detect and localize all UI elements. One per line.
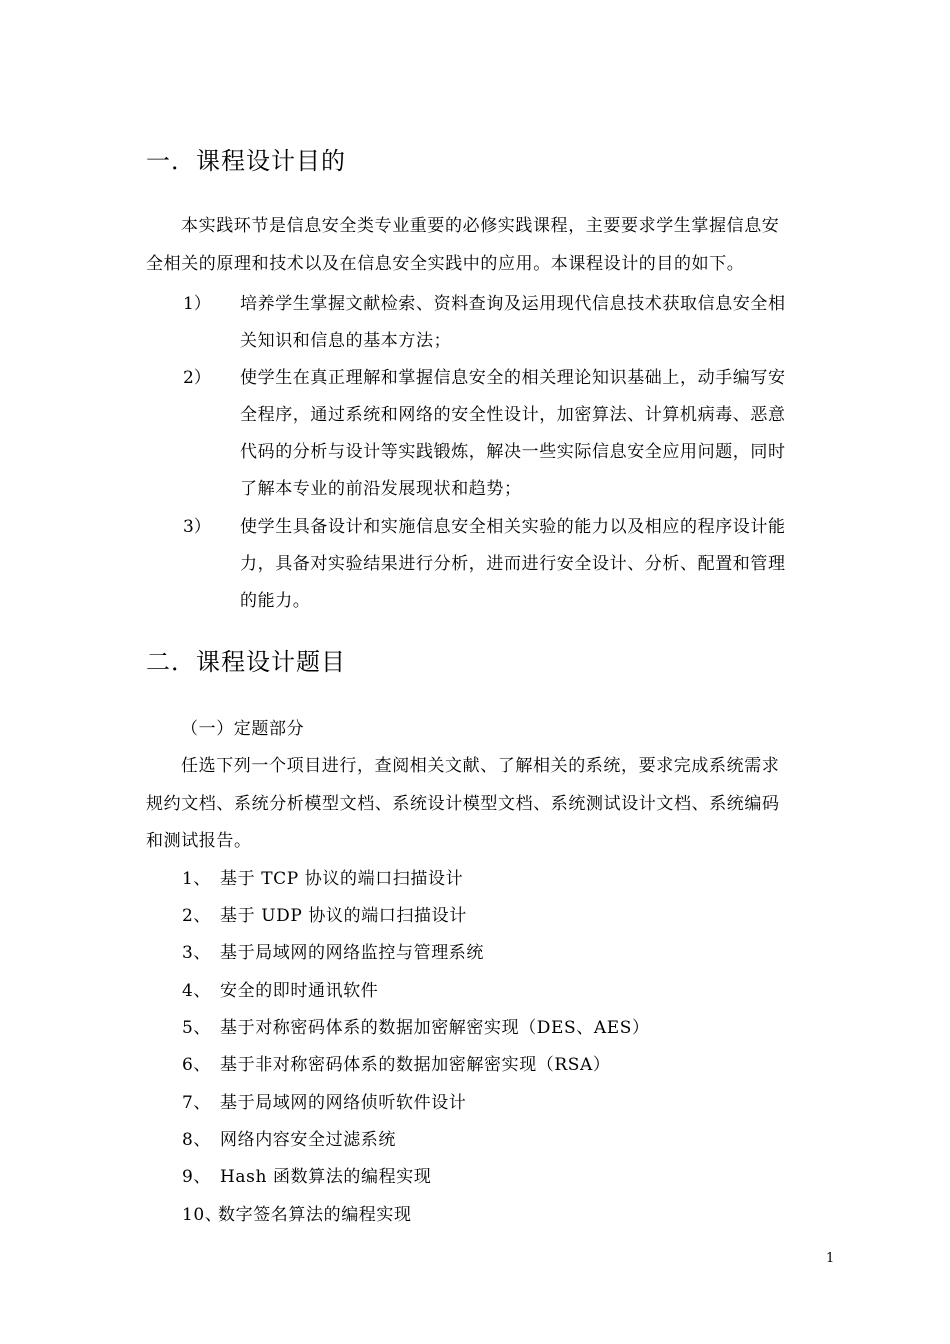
topics-intro-line: 和测试报告。	[146, 831, 252, 851]
list-item-number: 2）	[183, 368, 211, 388]
section-heading-topics: 二．课程设计题目	[146, 648, 346, 676]
topic-text: 基于 TCP 协议的端口扫描设计	[220, 869, 464, 889]
list-item-line: 代码的分析与设计等实践锻炼，解决一些实际信息安全应用问题，同时	[240, 442, 786, 462]
list-item-line: 关知识和信息的基本方法；	[240, 331, 452, 351]
list-item-number: 3）	[183, 517, 211, 537]
list-item-line: 力，具备对实验结果进行分析，进而进行安全设计、分析、配置和管理	[240, 554, 786, 574]
page-number: 1	[826, 1251, 835, 1266]
topic-number: 3、	[182, 943, 212, 963]
section-heading-purpose: 一．课程设计目的	[146, 147, 346, 175]
topic-text: 基于 UDP 协议的端口扫描设计	[220, 906, 467, 926]
topic-number: 6、	[182, 1055, 212, 1075]
topic-number: 2、	[182, 906, 212, 926]
subsection-heading: （一）定题部分	[181, 719, 305, 739]
list-item-line: 的能力。	[240, 591, 311, 611]
topic-number: 9、	[182, 1167, 212, 1187]
topic-text: 数字签名算法的编程实现	[218, 1205, 412, 1225]
topic-text: 安全的即时通讯软件	[220, 981, 379, 1001]
list-item-line: 全程序，通过系统和网络的安全性设计，加密算法、计算机病毒、恶意	[240, 405, 786, 425]
list-item-number: 1）	[183, 294, 211, 314]
topic-text: 基于对称密码体系的数据加密解密实现（DES、AES）	[220, 1018, 650, 1038]
topic-text: 网络内容安全过滤系统	[220, 1130, 396, 1150]
topic-text: 基于非对称密码体系的数据加密解密实现（RSA）	[220, 1055, 611, 1075]
topics-intro-line: 规约文档、系统分析模型文档、系统设计模型文档、系统测试设计文档、系统编码	[146, 794, 780, 814]
list-item-line: 使学生具备设计和实施信息安全相关实验的能力以及相应的程序设计能	[240, 517, 786, 537]
topic-number: 5、	[182, 1018, 212, 1038]
topic-number: 4、	[182, 981, 212, 1001]
topic-text: 基于局域网的网络侦听软件设计	[220, 1093, 467, 1113]
topic-text: Hash 函数算法的编程实现	[220, 1167, 432, 1187]
topic-number: 8、	[182, 1130, 212, 1150]
topic-text: 基于局域网的网络监控与管理系统	[220, 943, 484, 963]
list-item-line: 培养学生掌握文献检索、资料查询及运用现代信息技术获取信息安全相	[240, 294, 786, 314]
list-item-line: 使学生在真正理解和掌握信息安全的相关理论知识基础上，动手编写安	[240, 368, 786, 388]
topics-intro-line: 任选下列一个项目进行，查阅相关文献、了解相关的系统，要求完成系统需求	[181, 756, 780, 776]
topic-number: 10、	[182, 1205, 223, 1225]
purpose-intro-line: 本实践环节是信息安全类专业重要的必修实践课程，主要要求学生掌握信息安	[181, 216, 780, 236]
purpose-intro-line: 全相关的原理和技术以及在信息安全实践中的应用。本课程设计的目的如下。	[146, 254, 745, 274]
list-item-line: 了解本专业的前沿发展现状和趋势；	[240, 479, 522, 499]
topic-number: 1、	[182, 869, 212, 889]
topic-number: 7、	[182, 1093, 212, 1113]
